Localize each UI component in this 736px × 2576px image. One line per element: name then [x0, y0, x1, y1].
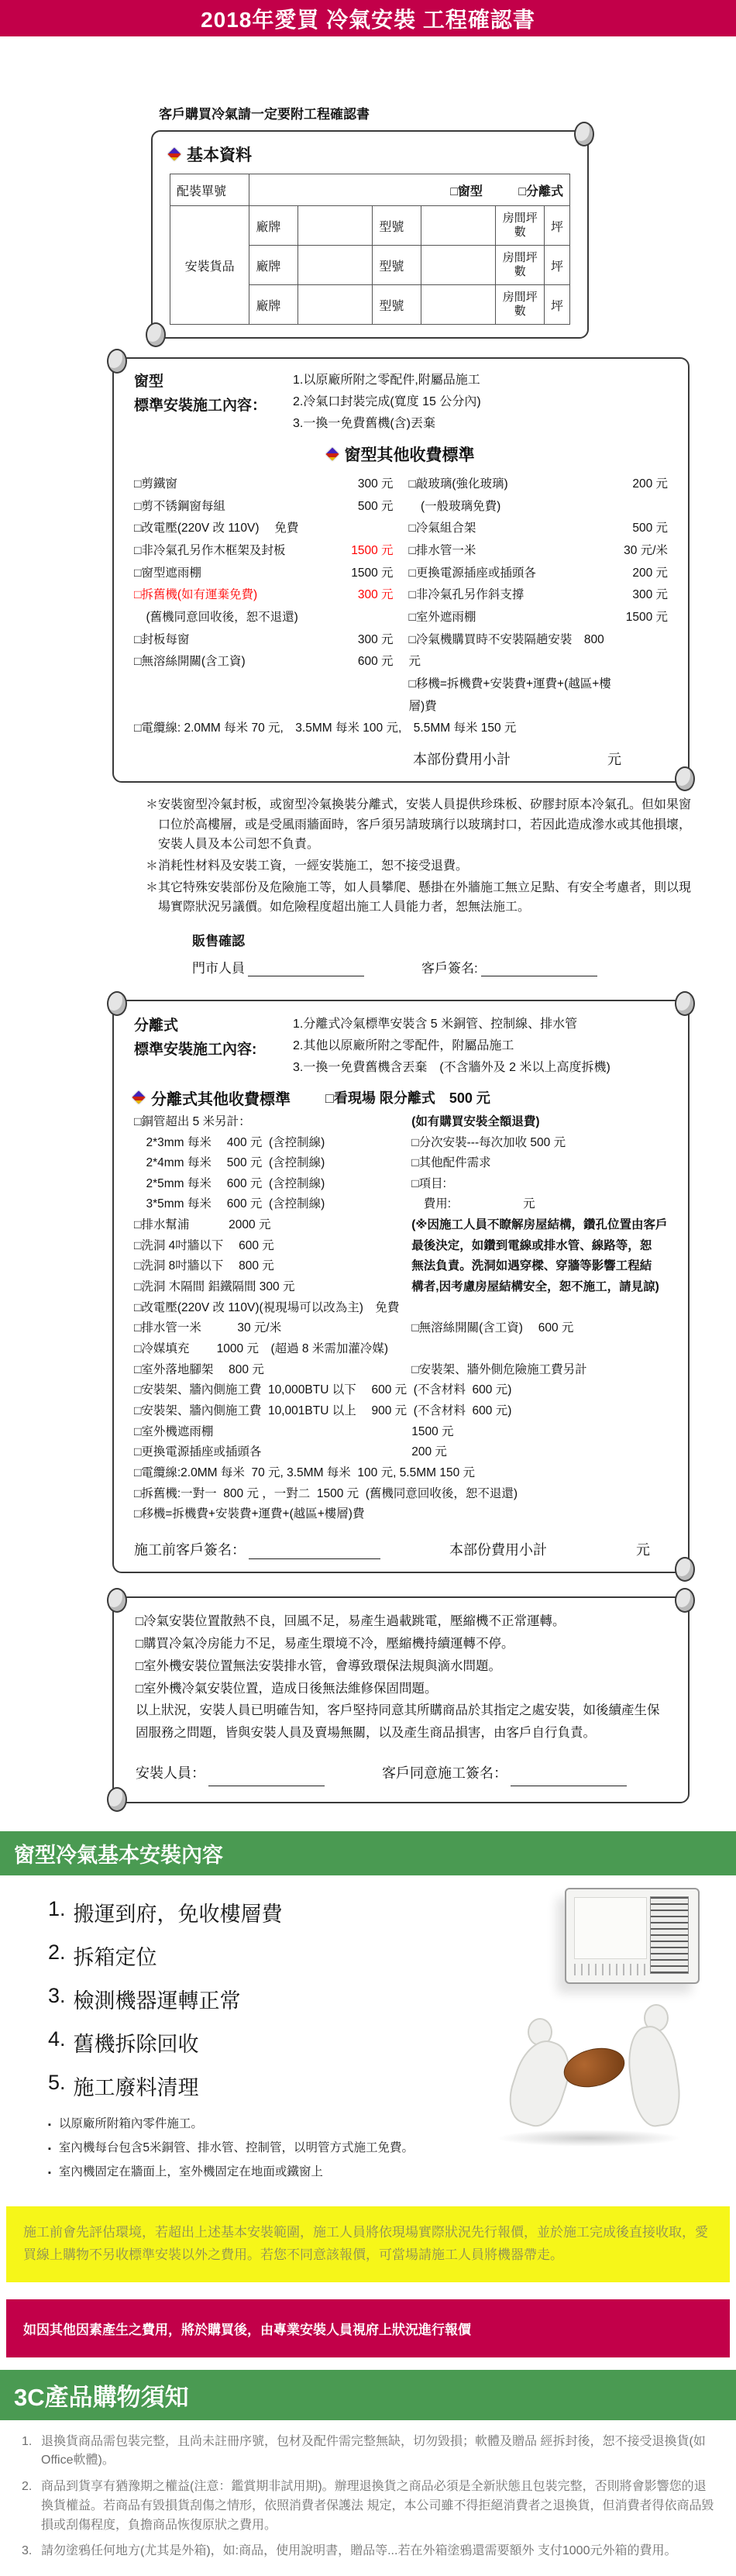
fee-row	[134, 1380, 668, 1401]
window-standard-install	[134, 370, 668, 435]
fee-right-text	[511, 1380, 668, 1401]
model-label: 型號	[373, 285, 421, 325]
room-size-label: 房間坪數	[496, 206, 545, 246]
split-std-label: 標準安裝施工內容:	[134, 1038, 293, 1062]
step-number: 5.	[48, 2071, 66, 2101]
fee-left-text: □改電壓(220V 改 110V)(視現場可以改為主) 免費	[134, 1298, 411, 1319]
fee-left-text: □洗洞 8吋牆以下 800 元	[134, 1256, 411, 1277]
fee-price: 200 元	[617, 474, 668, 496]
model-label: 型號	[373, 206, 421, 246]
presign-label: 施工前客戶簽名：	[134, 1539, 246, 1559]
fee-right-text	[411, 1504, 668, 1525]
subtotal-label: 本部份費用小計	[413, 749, 511, 769]
fee-price	[342, 607, 394, 629]
note-line: ＊其它特殊安裝部份及危險施工等，如人員攀爬、懸掛在外牆施工無立足點、有安全考慮者，則以現場實際狀況另議價。如危險程度超出施工人員能力者，恕無法施工。	[146, 878, 699, 918]
fee-label: □非冷氣孔另作木框架及封板	[134, 540, 342, 563]
warning-lines	[136, 1610, 666, 1744]
brand-input-cell	[298, 206, 373, 246]
fee-left-text: 3*5mm 每米 600 元 (含控制線)	[134, 1194, 411, 1215]
page-header	[0, 0, 736, 36]
fee-row	[134, 607, 394, 629]
model-input-cell	[421, 206, 496, 246]
type-option-split: □分離式	[518, 185, 563, 198]
fee-left-text: □拆舊機:一對一 800 元 ，一對二 1500 元 (舊機同意回收後，恕不退還)	[134, 1484, 518, 1505]
agreement-signature-row	[136, 1762, 666, 1786]
scroll-curl-icon	[107, 349, 127, 374]
window-basic-content	[0, 1875, 736, 2191]
fee-price: 300 元	[617, 584, 668, 607]
installer-label: 安裝人員：	[136, 1762, 205, 1786]
sales-confirm-block	[192, 930, 736, 976]
fee-price: 300 元	[342, 474, 394, 496]
split-fees-heading-row	[134, 1087, 668, 1109]
fee-left-text: □排水幫浦 2000 元	[134, 1215, 411, 1236]
fee-row	[134, 1339, 668, 1360]
fee-price	[617, 629, 668, 673]
standard-install-item: 3.一換一免費舊機含丟棄 (不含牆外及 2 米以上高度拆機)	[293, 1057, 668, 1079]
notice-text: 請勿塗鴉任何地方(尤其是外箱)，如:商品，使用說明書，贈品等...若在外箱塗鴉還需要額外 支付1000元外箱的費用。	[41, 2542, 714, 2561]
fee-row	[409, 629, 669, 673]
fee-row	[134, 1401, 668, 1422]
extra-fee-notice-text: 如因其他因素產生之費用，將於購買後，由專業安裝人員視府上狀況進行報價	[23, 2319, 713, 2338]
worker-figure-left	[501, 2034, 578, 2133]
fee-right-text: 1500 元	[411, 1422, 668, 1443]
fee-right-text: 費用: 元	[411, 1194, 668, 1215]
fee-label: □室外遮雨棚	[409, 607, 617, 629]
brand-label: 廠牌	[249, 246, 298, 285]
window-fees-right	[409, 474, 669, 718]
warning-line: 以上狀況，安裝人員已明確告知，客戶堅持同意其所購商品於其指定之處安裝，如後續產生保固服務之問題，皆與安裝人員及賣場無關，以及產生商品損害，由客戶自行負責。	[136, 1700, 666, 1744]
fee-right-text: □分次安裝---每次加收 500 元	[411, 1133, 668, 1154]
step-text: 施工廢料清理	[74, 2071, 199, 2101]
window-subtotal-row	[134, 749, 621, 769]
step-text: 搬運到府，免收樓層費	[74, 1897, 283, 1927]
fee-price: 300 元	[342, 584, 394, 607]
fee-row	[134, 629, 394, 652]
note-line: ＊消耗性材料及安裝工資，一經安裝施工，恕不接受退費。	[146, 856, 699, 876]
fee-row	[409, 607, 669, 629]
split-type-name: 分離式	[134, 1014, 293, 1038]
step-number: 4.	[48, 2027, 66, 2058]
fee-label: □剪鐵窗	[134, 474, 342, 496]
section-bullet-icon	[168, 148, 181, 161]
bullet-square-icon: ▪	[48, 2144, 51, 2154]
fee-price: 30 元/米	[617, 540, 668, 563]
agree-signature-line	[511, 1771, 627, 1786]
step-number: 1.	[48, 1897, 66, 1927]
fee-label: □敲玻璃(強化玻璃)	[409, 474, 617, 496]
fee-left-text: □冷媒填充 1000 元 (超過 8 米需加灌冷媒)	[134, 1339, 411, 1360]
bullet-square-icon: ▪	[48, 2120, 51, 2130]
model-input-cell	[421, 285, 496, 325]
fee-row	[134, 584, 394, 607]
fee-right-text: (如有購買安裝全額退費)	[411, 1112, 668, 1133]
fee-row	[134, 1194, 668, 1215]
warning-line: □購買冷氣冷房能力不足，易產生環境不冷，壓縮機持續運轉不停。	[136, 1633, 666, 1655]
bullet-item	[48, 2162, 736, 2179]
fee-row	[134, 1318, 668, 1339]
customer-signature-line	[481, 962, 597, 976]
subtotal-label: 本部份費用小計	[449, 1539, 547, 1559]
scroll-curl-icon	[574, 122, 594, 146]
brand-label: 廠牌	[249, 285, 298, 325]
ac-installation-image	[476, 1888, 709, 2151]
fee-row	[134, 1484, 668, 1505]
split-standard-label	[134, 1014, 293, 1079]
fee-row	[134, 1256, 668, 1277]
subtotal-unit: 元	[636, 1539, 650, 1559]
bullet-text: 室內機固定在牆面上，室外機固定在地面或鐵窗上	[59, 2162, 323, 2179]
goods-label: 安裝貨品	[170, 206, 249, 325]
document-subtitle: 客戶購買冷氣請一定要附工程確認書	[159, 103, 736, 122]
step-text: 檢測機器運轉正常	[74, 1984, 241, 2014]
presign-signature-line	[249, 1544, 380, 1559]
fee-right-text: (※因施工人員不瞭解房屋結構，鑽孔位置由客戶	[411, 1215, 668, 1236]
fee-label: (舊機同意回收後，恕不退還)	[134, 607, 342, 629]
brand-label: 廠牌	[249, 206, 298, 246]
fee-row	[134, 1298, 668, 1319]
fee-label: □無溶絲開關(含工資)	[134, 651, 342, 673]
fee-label: □拆舊機(如有運棄免費)	[134, 584, 342, 607]
step-text: 拆箱定位	[74, 1941, 157, 1971]
sales-signature-row	[192, 957, 736, 976]
split-standard-install	[134, 1014, 668, 1079]
fee-left-text: □銅管超出 5 米另計：	[134, 1112, 411, 1133]
window-notes	[146, 795, 699, 918]
fee-left-text: □室外機遮雨棚	[134, 1422, 411, 1443]
basic-info-scroll	[151, 130, 589, 339]
store-staff-label: 門市人員	[192, 957, 245, 976]
ac-unit-graphic	[565, 1888, 700, 1984]
pricing-notice	[6, 2206, 730, 2282]
type-options-cell	[249, 174, 570, 206]
basic-info-heading	[170, 143, 570, 166]
fee-label: □剪不锈鋼窗每組	[134, 496, 342, 518]
ac-grille	[650, 1896, 689, 1974]
fee-right-text: 無法負責。洗洞如遇穿樑、穿牆等影響工程結	[411, 1256, 668, 1277]
fee-label: □非冷氣孔另作斜支撐	[409, 584, 617, 607]
fee-price: 1500 元	[342, 540, 394, 563]
scroll-curl-icon	[675, 991, 695, 1016]
fee-row	[134, 1112, 668, 1133]
fee-price: 1500 元	[617, 607, 668, 629]
fee-label: □封板每窗	[134, 629, 342, 652]
ping-unit-label: 坪	[544, 285, 569, 325]
fee-left-text: □室外落地腳架 800 元	[134, 1360, 411, 1381]
carried-item	[559, 2042, 628, 2093]
window-basic-heading: 窗型冷氣基本安裝內容	[14, 1838, 722, 1868]
fee-row	[134, 1422, 668, 1443]
window-type-name: 窗型	[134, 370, 293, 394]
notice-text: 商品到貨享有猶豫期之權益(注意：鑑賞期非試用期)。辦理退換貨之商品必須是全新狀態且包裝完整，否則將會影響您的退換貨權益。若商品有毀損貨刮傷之情形，依照消費者保護法 規定，本公司雖不得拒絕消費者之退換貨，但消費者得依商品毀損或刮傷程度，負擔商品恢復原狀之費用。	[41, 2478, 714, 2535]
split-fees-heading	[134, 1087, 291, 1109]
basic-info-heading-text: 基本資料	[187, 143, 252, 166]
window-standard-items	[293, 370, 668, 435]
warning-line: □室外機安裝位置無法安裝排水管，會導致環保法規與滴水問題。	[136, 1655, 666, 1678]
fee-row	[134, 1174, 668, 1195]
model-input-cell	[421, 246, 496, 285]
fee-label: (一般玻璃免費)	[409, 496, 617, 518]
ground-shadow	[496, 2130, 682, 2147]
fee-row	[409, 584, 669, 607]
fee-row	[409, 563, 669, 585]
fee-left-text: □洗洞 木隔間 鋁鐵隔間 300 元	[134, 1277, 411, 1298]
fee-row	[409, 474, 669, 496]
fee-right-text	[411, 1339, 668, 1360]
fee-row	[409, 673, 669, 718]
sales-confirm-label: 販售確認	[192, 930, 736, 949]
agree-sign-label: 客戶同意施工簽名：	[382, 1762, 507, 1786]
window-fees-columns	[134, 474, 668, 718]
fee-left-text: □更換電源插座或插頭各	[134, 1442, 411, 1463]
fee-left-text: □排水管一米 30 元/米	[134, 1318, 411, 1339]
presign-row	[134, 1539, 668, 1559]
fee-row	[134, 1153, 668, 1174]
standard-install-item: 2.其他以原廠所附之零配件，附屬品施工	[293, 1035, 668, 1057]
step-number: 2.	[48, 1941, 66, 1971]
site-visit-option: □看現場 限分離式 500 元	[325, 1087, 490, 1107]
store-staff-signature-line	[248, 962, 364, 976]
ac-vents	[574, 1964, 645, 1975]
standard-install-item: 2.冷氣口封裝完成(寬度 15 公分內)	[293, 391, 668, 413]
bullet-square-icon: ▪	[48, 2168, 51, 2178]
scroll-curl-icon	[107, 1588, 127, 1613]
fee-price: 600 元	[342, 651, 394, 673]
fee-row	[134, 651, 394, 673]
scroll-curl-icon	[675, 766, 695, 791]
ping-unit-label: 坪	[544, 246, 569, 285]
notice-number: 1.	[22, 2433, 36, 2471]
fee-price: 300 元	[342, 629, 394, 652]
fee-row	[134, 1277, 668, 1298]
warning-line: □冷氣安裝位置散熱不良，回風不足，易產生過載跳電，壓縮機不正常運轉。	[136, 1610, 666, 1633]
fee-left-text: □移機=拆機費+安裝費+運費+(越區+樓層)費	[134, 1504, 411, 1525]
notice-3c-item	[22, 2478, 714, 2535]
fee-row	[134, 1133, 668, 1154]
standard-install-item: 1.分離式冷氣標準安裝含 5 米銅管、控制線、排水管	[293, 1014, 668, 1035]
fee-price	[617, 496, 668, 518]
fee-left-text: □電纜線:2.0MM 每米 70 元, 3.5MM 每米 100 元, 5.5MM 150 元	[134, 1463, 475, 1484]
basic-info-table	[170, 174, 570, 325]
scroll-curl-icon	[146, 322, 166, 347]
fee-price: 200 元	[617, 563, 668, 585]
notice-3c-header	[0, 2370, 736, 2420]
fee-left-text: 2*3mm 每米 400 元 (含控制線)	[134, 1133, 411, 1154]
bullet-text: 室內機每台包含5米銅管、排水管、控制管，以明管方式施工免費。	[59, 2138, 414, 2155]
step-text: 舊機拆除回收	[74, 2027, 199, 2058]
window-std-label: 標準安裝施工內容：	[134, 394, 293, 418]
fee-right-text: □無溶絲開關(含工資) 600 元	[411, 1318, 668, 1339]
extra-fee-notice	[6, 2299, 730, 2357]
standard-install-item: 3.一換一免費舊機(含)丟棄	[293, 413, 668, 435]
cable-fee-line: □電纜線: 2.0MM 每米 70 元, 3.5MM 每米 100 元, 5.5MM 每米 150 元	[134, 718, 668, 739]
room-size-label: 房間坪數	[496, 285, 545, 325]
window-fees-heading-text: 窗型其他收費標準	[345, 443, 475, 466]
room-size-label: 房間坪數	[496, 246, 545, 285]
fee-row	[134, 563, 394, 585]
split-standard-items	[293, 1014, 668, 1079]
fee-right-text	[518, 1484, 668, 1505]
brand-input-cell	[298, 246, 373, 285]
fee-label: □冷氣組合架	[409, 518, 617, 540]
warning-line: □室外機冷氣安裝位置，造成日後無法維修保固問題。	[136, 1678, 666, 1700]
fee-row	[409, 518, 669, 540]
section-bullet-icon	[325, 448, 339, 461]
customer-sign-label: 客戶簽名:	[421, 957, 478, 976]
split-fee-lines	[134, 1112, 668, 1525]
fee-row	[409, 496, 669, 518]
fee-label: □移機=拆機費+安裝費+運費+(越區+樓層)費	[409, 673, 617, 718]
fee-right-text	[475, 1463, 668, 1484]
fee-price: 500 元	[617, 518, 668, 540]
fee-price	[342, 518, 394, 540]
section-bullet-icon	[132, 1091, 146, 1104]
fee-left-text: □安裝架、牆內側施工費 10,001BTU 以上 900 元 (不含材料 600 元)	[134, 1401, 511, 1422]
notice-text: 退換貨商品需包裝完整，且尚未註冊序號，包材及配件需完整無缺，切勿毀損；軟體及贈品 經拆封後，恕不接受退換貨(如Office軟體)。	[41, 2433, 714, 2471]
notice-number: 2.	[22, 2478, 36, 2535]
window-type-scroll	[112, 357, 690, 783]
fee-row	[134, 1442, 668, 1463]
window-standard-label	[134, 370, 293, 435]
fee-row	[134, 496, 394, 518]
fee-right-text	[511, 1401, 668, 1422]
page-title: 2018年愛買 冷氣安裝 工程確認書	[201, 3, 535, 34]
installer-signature-line	[208, 1771, 325, 1786]
step-number: 3.	[48, 1984, 66, 2014]
notice-3c-item	[22, 2433, 714, 2471]
standard-install-item: 1.以原廠所附之零配件,附屬品施工	[293, 370, 668, 391]
ac-front-panel	[574, 1897, 647, 1959]
window-basic-header	[0, 1831, 736, 1875]
fee-price: 1500 元	[342, 563, 394, 585]
worker-figure-right	[623, 2023, 684, 2129]
type-option-window: □窗型	[450, 185, 483, 198]
window-fees-heading	[134, 443, 668, 466]
bullet-text: 以原廠所附箱內零件施工。	[59, 2114, 203, 2131]
fee-row	[409, 540, 669, 563]
fee-label: □排水管一米	[409, 540, 617, 563]
model-label: 型號	[373, 246, 421, 285]
note-line: ＊安裝窗型冷氣封板，或窗型冷氣換裝分離式，安裝人員提供珍珠板、矽膠封原本冷氣孔。但如果窗口位於高樓層，或是受風雨牆面時，客戶須另請玻璃行以玻璃封口，若因此造成滲水或其他損壞，安裝人員及本公司恕不負責。	[146, 795, 699, 855]
fee-right-text: 構者,因考慮房屋結構安全，恕不施工，請見諒)	[411, 1277, 668, 1298]
fee-price: 500 元	[342, 496, 394, 518]
document-area	[0, 36, 736, 1803]
split-type-scroll	[112, 1000, 690, 1573]
agreement-scroll	[112, 1596, 690, 1803]
fee-row	[134, 474, 394, 496]
brand-input-cell	[298, 285, 373, 325]
fee-row	[134, 1215, 668, 1236]
subtotal-unit: 元	[607, 749, 621, 769]
split-fees-heading-text: 分離式其他收費標準	[151, 1087, 291, 1109]
notice-3c-item	[22, 2542, 714, 2561]
fee-price	[617, 673, 668, 718]
fee-left-text: □洗洞 4吋牆以下 600 元	[134, 1236, 411, 1257]
fee-left-text: 2*5mm 每米 600 元 (含控制線)	[134, 1174, 411, 1195]
pricing-notice-text: 施工前會先評估環境，若超出上述基本安裝範圍，施工人員將依現場實際狀況先行報價，並於施工完成後直接收取，愛買線上購物不另收標準安裝以外之費用。若您不同意該報價，可當場請施工人員將機器帶走。	[23, 2222, 713, 2267]
notice-number: 3.	[22, 2542, 36, 2561]
fee-label: □改電壓(220V 改 110V) 免費	[134, 518, 342, 540]
fee-row	[134, 540, 394, 563]
scroll-curl-icon	[675, 1588, 695, 1613]
notice-3c-heading: 3C產品購物須知	[14, 2378, 722, 2412]
fee-row	[134, 1360, 668, 1381]
scroll-curl-icon	[675, 1557, 695, 1582]
notice-3c-list	[0, 2420, 736, 2576]
fee-right-text: 200 元	[411, 1442, 668, 1463]
fee-row	[134, 1504, 668, 1525]
fee-label: □窗型遮雨棚	[134, 563, 342, 585]
scroll-curl-icon	[107, 991, 127, 1016]
fee-right-text: □安裝架、牆外側危險施工費另計	[411, 1360, 668, 1381]
window-fees-left	[134, 474, 394, 718]
fee-label: □更換電源插座或插頭各	[409, 563, 617, 585]
fee-right-text: □項目:	[411, 1174, 668, 1195]
fee-right-text	[411, 1298, 668, 1319]
scroll-curl-icon	[107, 1787, 127, 1812]
fee-row	[134, 518, 394, 540]
fee-right-text: □其他配件需求	[411, 1153, 668, 1174]
fee-label: □冷氣機購買時不安裝隔趟安裝 800 元	[409, 629, 617, 673]
ping-unit-label: 坪	[544, 206, 569, 246]
order-no-label: 配裝單號	[170, 174, 249, 206]
fee-right-text: 最後決定，如鑽到電線或排水管、線路等，恕	[411, 1236, 668, 1257]
fee-row	[134, 1463, 668, 1484]
fee-left-text: □安裝架、牆內側施工費 10,000BTU 以下 600 元 (不含材料 600 元)	[134, 1380, 511, 1401]
fee-left-text: 2*4mm 每米 500 元 (含控制線)	[134, 1153, 411, 1174]
fee-row	[134, 1236, 668, 1257]
